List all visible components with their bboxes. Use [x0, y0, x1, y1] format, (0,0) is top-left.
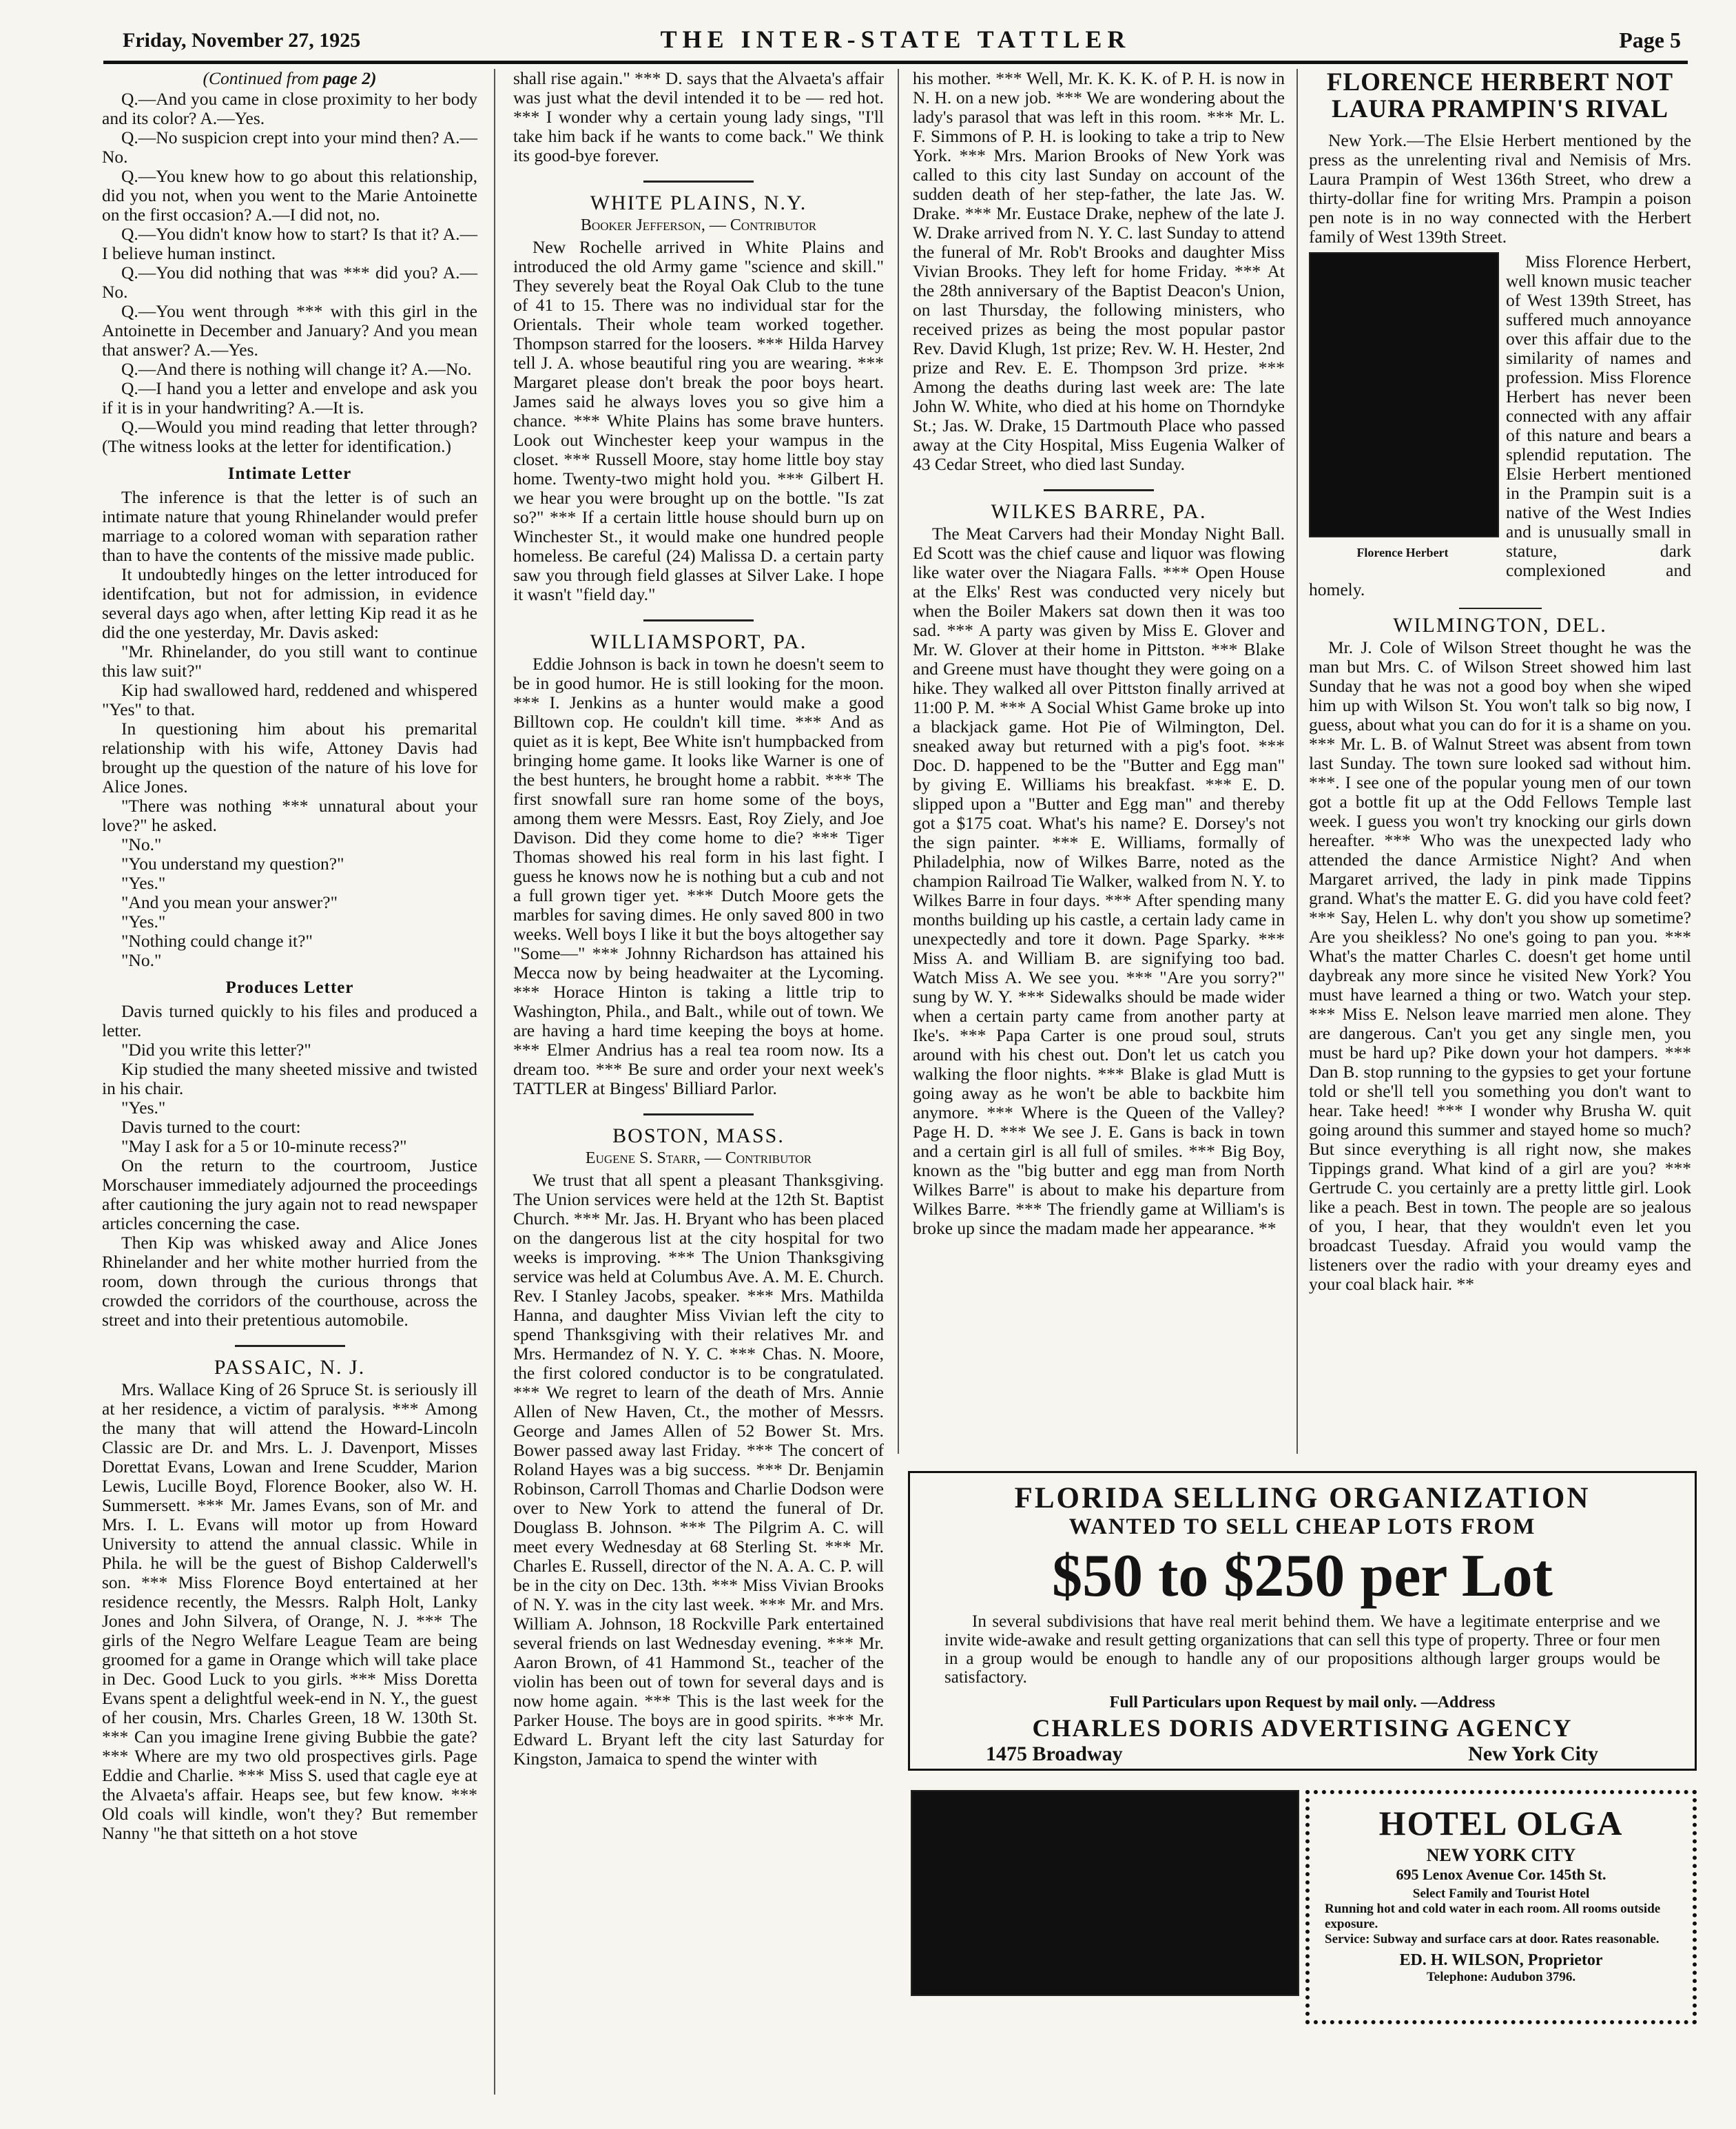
- hotel-name: HOTEL OLGA: [1378, 1804, 1624, 1842]
- ad-address: [938, 1742, 1667, 1767]
- page-number: Page 5: [1619, 28, 1681, 52]
- hotel-address: 695 Lenox Avenue Cor. 145th St.: [1396, 1866, 1606, 1883]
- paragraph: "Yes.": [121, 1098, 166, 1118]
- photo-image: [1309, 252, 1499, 537]
- advertisement-florida-lots: [908, 1471, 1697, 1771]
- continuation-note: (Continued from page 2): [203, 68, 377, 88]
- paragraph: his mother. *** Well, Mr. K. K. K. of P. H. is now in N. H. on a new job. *** We are wondering about the lady's parasol that was left in this room. *** Mr. L. F. Simmons of P. H. is looking to take a trip to New York. *** Mrs. Marion Brooks of New York was called to this city last Sunday on account of the sudden death of her step-father, the late Jas. W. Drake. *** Mr. Eustace Drake, nephew of the late J. W. Drake arrived from N. Y. C. last Sunday to attend the funeral of Mr. Rob't Brooks and daughter Miss Vivian Brooks. They left for home Friday. *** At the 28th anniversary of the Baptist Deacon's Union, on last Thursday, the following ministers, who received prizes as being the most popular pastor Rev. David Klugh, 1st prize; Rev. W. H. Hester, 2nd prize and Rev. E. E. Thompson 3rd prize. *** Among the deaths during last week are: The late John W. White, who died at his home on Thorndyke St.; Jas. W. Drake, 15 Dartmouth Place who passed away at the City Hospital, Miss Eugenia Walker of 43 Cedar Street, who died last Sunday.: [913, 68, 1285, 474]
- masthead: [103, 21, 1688, 64]
- paragraph: Mr. J. Cole of Wilson Street thought he was the man but Mrs. C. of Wilson Street showed him last Sunday that he was not a good boy when she wiped him up with Wilson St. You won't talk so big now, I guess, about what you can do for it is a shame on you. *** Mr. L. B. of Walnut Street was absent from town last Sunday. The town sure looked sad without him. ***. I see one of the popular young men of our town got a bottle fit up at the Odd Fellows Temple last week. I guess you won't try knocking our girls down hereafter. *** Who was the unexpected lady who attended the dance Armistice Night? And when Margaret arrived, the lady in pink made Tippins grand. What's the matter E. G. did you have cold feet? *** Say, Helen L. why don't you show up sometime? Are you sheikless? No one's going to pan you. *** What's the matter Charles C. doesn't get home until daybreak any more since he visited New York? You must have learned a thing or two. Watch your step. *** Miss E. Nelson leave married men alone. They are dangerous. Can't you get any single men, you must be hard up? Pike down your hot dampers. *** Dan B. stop running to the gypsies to get your fortune told or she'll tell you something you don't want to hear. Take heed! *** I wonder why Brusha W. quit going around this summer and stayed home so much? But since everything is all right now, she makes Tippings grand. What kind of a girl are you? *** Gertrude C. you certainly are a pretty little girl. Look like a peach. Best in town. The people are so jealous of you, I hear, that they wouldn't even let you broadcast Tuesday. Afraid you would vamp the listeners over the radio with your dreamy eyes and your coal black hair. **: [1309, 637, 1691, 1294]
- byline: Booker Jefferson, — Contributor: [580, 216, 817, 234]
- paragraph: "And you mean your answer?": [121, 892, 338, 912]
- paragraph: Mrs. Wallace King of 26 Spruce St. is seriously ill at her residence, a victim of paralysis. *** Among the many that will attend the Howard-Lincoln Classic are Dr. and Mrs. L. J. Davenport, Misses Dorettat Evans, Lowan and Irene Scudder, Marion Lewis, Lucille Boyd, Florence Booker, also W. H. Summersett. *** Mr. James Evans, son of Mr. and Mrs. I. L. Evans will motor up from Howard University to attend the annual classic. While in Phila. he will be the guest of Bishop Calderwell's son. *** Miss Florence Boyd entertained at her residence recently, the Messrs. Ralph Holt, Lanky Jones and John Silvera, of Orange, N. J. *** The girls of the Negro Welfare League Team are being groomed for a game in Orange which will take place in Dec. Good Luck to you girls. *** Miss Doretta Evans spent a delightful week-end in N. Y., the guest of her cousin, Mrs. Charles Green, 18 W. 130th St. *** Can you imagine Irene giving Bubbie the gate? *** Where are my two old prospectives girls. Page Eddie and Charlie. *** Miss S. used that cagle eye at the Alvaeta's affair. Heaps see, but few know. *** Old coals will kindle, won't they? But remember Nanny "he that sitteth on a hot stove: [102, 1379, 477, 1843]
- section-head-wilkes-barre: WILKES BARRE, PA.: [991, 500, 1207, 523]
- qa-line: Q.—You didn't know how to start? Is that it? A.—I believe human instinct.: [102, 224, 477, 263]
- paragraph: "There was nothing *** unnatural about your love?" he asked.: [102, 796, 477, 835]
- qa-line: Q.—I hand you a letter and envelope and ask you if it is in your handwriting? A.—It is.: [102, 378, 477, 418]
- column-2: [513, 69, 884, 1769]
- halftone-photo: [911, 1790, 1299, 1996]
- hotel-tagline: Select Family and Tourist Hotel: [1412, 1886, 1590, 1901]
- column-3: [913, 69, 1285, 1238]
- hotel-city: NEW YORK CITY: [1426, 1845, 1576, 1865]
- column-1: [102, 69, 477, 1843]
- paragraph: Davis turned quickly to his files and produced a letter.: [102, 1001, 477, 1040]
- newspaper-title: THE INTER-STATE TATTLER: [660, 25, 1131, 53]
- paragraph: Kip studied the many sheeted missive and twisted in his chair.: [102, 1059, 477, 1098]
- paragraph: New York.—The Elsie Herbert mentioned by the press as the unrelenting rival and Nemisis of Mrs. Laura Prampin of West 136th Street, who drew a thirty-dollar fine for writing Mrs. Prampin a poison pen note is in no way connected with the Herbert family of West 139th Street.: [1309, 130, 1691, 247]
- paragraph: Miss Florence Herbert, well known music teacher of West 139th Street, has suffered much annoyance over this affair due to the similarity of names and profession. Miss Florence Herbert has never been connected with any affair of this nature and bears a splendid reputation. The Elsie Herbert mentioned in the Prampin suit is a native of the West Indies and is unusually small in stature, dark complexioned and homely.: [1309, 251, 1691, 599]
- ad-request-line: Full Particulars upon Request by mail only. —Address: [1109, 1694, 1496, 1711]
- paragraph: Kip had swallowed hard, reddened and whispered "Yes" to that.: [102, 680, 477, 719]
- paragraph: New Rochelle arrived in White Plains and introduced the old Army game "science and skill." They severely beat the Royal Oak Club to the tune of 41 to 15. There was no individual star for the Orientals. Their whole team worked together. Thompson starred for the loosers. *** Hilda Harvey tell J. A. whose beautiful ring you are wearing. *** Margaret please don't break the poor boys heart. James said he always loves you so give him a chance. *** White Plains has some brave hunters. Look out Winchester keep your wampus in the closet. *** Russell Moore, stay home little boy stay home. Twenty-two might hold you. *** Gilbert H. we hear you were brought up on the bottle. "Is zat so?" *** If a certain little house should burn up on Winchester St., it would make one hundred people homeless. Be careful (24) Malissa D. a certain party saw you through field glasses at Silver Lake. I hope it wasn't "field day.": [513, 237, 884, 604]
- subhead-intimate-letter: Intimate Letter: [227, 464, 352, 483]
- ad-body: In several subdivisions that have real merit behind them. We have a legitimate enterprise and we invite wide-awake and result getting organizations that can sell this type of property. Three or four men in a group would be enough to handle any of our propositions although larger groups would be satisfactory.: [944, 1612, 1660, 1687]
- paragraph: shall rise again." *** D. says that the Alvaeta's affair was just what the devil intended it to be — red hot. *** I wonder why a certain young lady sings, "I'll take him back if he wants to come back." We think its good-bye forever.: [513, 68, 884, 165]
- paragraph: "No.": [121, 834, 162, 854]
- byline: Eugene S. Starr, — Contributor: [585, 1149, 812, 1167]
- portrait-photo: [1309, 252, 1496, 562]
- advertisement-hotel-olga: [1305, 1790, 1697, 2024]
- hotel-proprietor: ED. H. WILSON, Proprietor: [1399, 1951, 1603, 1969]
- paragraph: It undoubtedly hinges on the letter introduced for identifcation, but not for admission, in evidence several days ago when, after letting Kip read it as he did the one yesterday, Mr. Davis asked:: [102, 564, 477, 642]
- issue-date: Friday, November 27, 1925: [123, 29, 361, 52]
- paragraph: In questioning him about his premarital relationship with his wife, Attoney Davis had brought up the question of the nature of his love for Alice Jones.: [102, 719, 477, 796]
- column-divider: [1296, 69, 1298, 1454]
- ad-agency-name: CHARLES DORIS ADVERTISING AGENCY: [1032, 1714, 1573, 1742]
- paragraph: "Yes.": [121, 873, 166, 893]
- paragraph: Davis turned to the court:: [121, 1117, 301, 1137]
- section-rule: [643, 181, 754, 183]
- paragraph: We trust that all spent a pleasant Thanksgiving. The Union services were held at the 12th St. Baptist Church. *** Mr. Jas. H. Bryant who has been placed on the dangerous list at the city hospital for two weeks is improving. *** The Union Thanksgiving service was held at Columbus Ave. A. M. E. Church. Rev. I Stanley Jacobs, speaker. *** Mrs. Mathilda Hanna, and daughter Miss Vivian left the city to spend Thanksgiving with their relatives Mr. and Mrs. Hermandez of N. Y. C. *** Chas. N. Moore, the first colored conductor is to be congratulated. *** We regret to learn of the death of Mrs. Annie Allen of New Haven, Ct., the mother of Messrs. George and James Allen of 52 Bower St. Mrs. Bower passed away last Friday. *** The concert of Roland Hayes was a big success. *** Dr. Benjamin Robinson, Carroll Thomas and Charlie Dodson were over to New York to attend the funeral of Dr. Douglass B. Johnson. *** The Pilgrim A. C. will meet every Wednesday at 68 Sterling St. *** Mr. Charles E. Russell, director of the N. A. A. C. P. will be in the city on Dec. 13th. *** Miss Vivian Brooks of N. Y. was in the city last week. *** Mr. and Mrs. William A. Johnson, 18 Rockville Park entertained several friends on last Wednesday evening. *** Mr. Aaron Brown, of 41 Hammond St., teacher of the violin has been out of town for several days and is now home again. *** This is the last week for the Parker House. The boys are in good spirits. *** Mr. Edward L. Bryant left the city last Saturday for Kingston, Jamaica to spend the winter with: [513, 1170, 884, 1769]
- section-rule: [1044, 489, 1154, 491]
- paragraph: On the return to the courtroom, Justice Morschauser immediately adjourned the proceedings after cautioning the jury again not to read newspaper articles concerning the case.: [102, 1155, 477, 1233]
- paragraph: The Meat Carvers had their Monday Night Ball. Ed Scott was the chief cause and liquor was flowing like water over the Niagara Falls. *** Open House at the Elks' Rest was conducted very nicely but when the Boiler Makers sat down then it was too sad. *** A party was given by Miss E. Glover and Mr. W. Glover at their home in Pittston. *** Blake and Greene must have thought they were going on a hike. They walked all over Pittston finally arrived at 11:00 P. M. *** A Social Whist Game broke up into a blackjack game. Hot Pie of Wilmington, Del. sneaked away but returned with a pig's foot. *** Doc. D. happened to be the "Butter and Egg man" by giving E. Williams his breakfast. *** E. D. slipped upon a "Butter and Egg man" and thereby got a $175 coat. What's his name? E. Dorsey's not the sign painter. *** E. Williams, formally of Philadelphia, now of Wilkes Barre, noted as the champion Railroad Tie Walker, walked from N. Y. to Wilkes Barre in four days. *** After spending many months building up his castle, a certain lady came in unexpectedly and tore it down. Page Sparky. *** Miss A. and William B. are signifying too bad. Watch Miss A. We see you. *** "Are you sorry?" sung by W. Y. *** Sidewalks should be made wider when a certain party came from another party at Ike's. *** Papa Carter is one proud soul, struts around with his chest out. Don't let us catch you walking the floor nights. *** Blake is glad Mutt is going away as he won't be able to backbite him anymore. *** Where is the Queen of the Valley? Page H. D. *** We see J. E. Gans is back in town and a certain girl is all full of smiles. *** Big Boy, known as the "big butter and egg man from North Wilkes Barre" is about to make his departure from Wilkes Barre. *** The friendly game at William's is broke up since the madam made her appearance. **: [913, 524, 1285, 1238]
- paragraph: Then Kip was whisked away and Alice Jones Rhinelander and her white mother hurried from the room, down through the curious throngs that crowded the corridors of the courthouse, across the street and into their pretentious automobile.: [102, 1233, 477, 1330]
- ad-price: $50 to $250 per Lot: [1052, 1543, 1553, 1609]
- paragraph: "Mr. Rhinelander, do you still want to continue this law suit?": [102, 641, 477, 681]
- paragraph: "No.": [121, 950, 162, 970]
- hotel-telephone: Telephone: Audubon 3796.: [1426, 1970, 1576, 1984]
- hotel-amenities: Running hot and cold water in each room. All rooms outside exposure.: [1325, 1902, 1661, 1931]
- section-head-wilmington: WILMINGTON, DEL.: [1393, 614, 1607, 637]
- qa-line: Q.—You did nothing that was *** did you? A.—No.: [102, 263, 477, 302]
- paragraph: "Did you write this letter?": [121, 1040, 311, 1060]
- qa-line: Q.—You went through *** with this girl in the Antoinette in December and January? And you mean that answer? A.—Yes.: [102, 301, 477, 360]
- section-rule: [643, 1113, 754, 1115]
- section-head-passaic: PASSAIC, N. J.: [214, 1356, 366, 1379]
- qa-line: Q.—And there is nothing will change it? A.—No.: [121, 359, 472, 379]
- section-head-boston: BOSTON, MASS.: [612, 1124, 785, 1147]
- headline-florence-herbert: FLORENCE HERBERT NOT LAURA PRAMPIN'S RIVAL: [1326, 68, 1674, 123]
- qa-line: Q.—Would you mind reading that letter through? (The witness looks at the letter for identification.): [102, 417, 477, 456]
- column-divider: [494, 69, 495, 2095]
- qa-line: Q.—And you came in close proximity to her body and its color? A.—Yes.: [102, 89, 477, 128]
- ad-headline: FLORIDA SELLING ORGANIZATION: [1014, 1482, 1591, 1514]
- hotel-service: Service: Subway and surface cars at door. Rates reasonable.: [1325, 1932, 1660, 1946]
- paragraph: The inference is that the letter is of such an intimate nature that young Rhinelander would prefer marriage to a colored woman with separation rather than to have the contents of the missive made public.: [102, 487, 477, 565]
- section-rule: [1459, 608, 1542, 609]
- ad-subheadline: WANTED TO SELL CHEAP LOTS FROM: [1068, 1514, 1536, 1539]
- ad-street: 1475 Broadway: [986, 1742, 1123, 1765]
- column-divider: [898, 69, 899, 1454]
- paragraph: "May I ask for a 5 or 10-minute recess?": [121, 1136, 407, 1156]
- paragraph: "Nothing could change it?": [121, 931, 313, 951]
- paragraph: Eddie Johnson is back in town he doesn't seem to be in good humor. He is still looking for the moon. *** I. Jenkins as a hunter would make a good Billtown cop. He couldn't kill time. *** And as quiet as it is kept, Bee White isn't humpbacked from bringing home game. It looks like Warner is one of the best hunters, he brought home a rabbit. *** The first snowfall sure ran home some of the boys, among them were Messrs. East, Roy Ziely, and Joe Davison. Did they come home to die? *** Tiger Thomas showed his real form in his last fight. I guess he knows now he is nothing but a cub and not a full grown tiger yet. *** Dutch Moore gets the marbles for saving dimes. He only saved 800 in two weeks. Well boys I like it but the boys altogether say "Some—" *** Johnny Richardson has attained his Mecca now by being headwaiter at the Lycoming. *** Horace Hinton is taking a little trip to Washington, Phila., and Balt., while out of town. We are having a hard time keeping the boys at home. *** Elmer Andrius has a real tea room now. Its a dream too. *** Be sure and order your next week's TATTLER at Bingess' Billiard Parlor.: [513, 654, 884, 1098]
- section-rule: [643, 619, 754, 621]
- section-head-white-plains: WHITE PLAINS, N.Y.: [590, 192, 807, 214]
- photo-caption: Florence Herbert: [1356, 546, 1449, 559]
- qa-line: Q.—You knew how to go about this relationship, did you not, when you went to the Marie Antoinette on the first occasion? A.—I did not, no.: [102, 166, 477, 225]
- subhead-produces-letter: Produces Letter: [225, 978, 354, 997]
- section-head-williamsport: WILLIAMSPORT, PA.: [590, 630, 807, 653]
- paragraph: "Yes.": [121, 912, 166, 932]
- section-rule: [235, 1345, 345, 1347]
- ad-city: New York City: [1468, 1742, 1598, 1765]
- paragraph: "You understand my question?": [121, 854, 344, 874]
- column-4: [1309, 69, 1691, 1294]
- qa-line: Q.—No suspicion crept into your mind then? A.—No.: [102, 127, 477, 167]
